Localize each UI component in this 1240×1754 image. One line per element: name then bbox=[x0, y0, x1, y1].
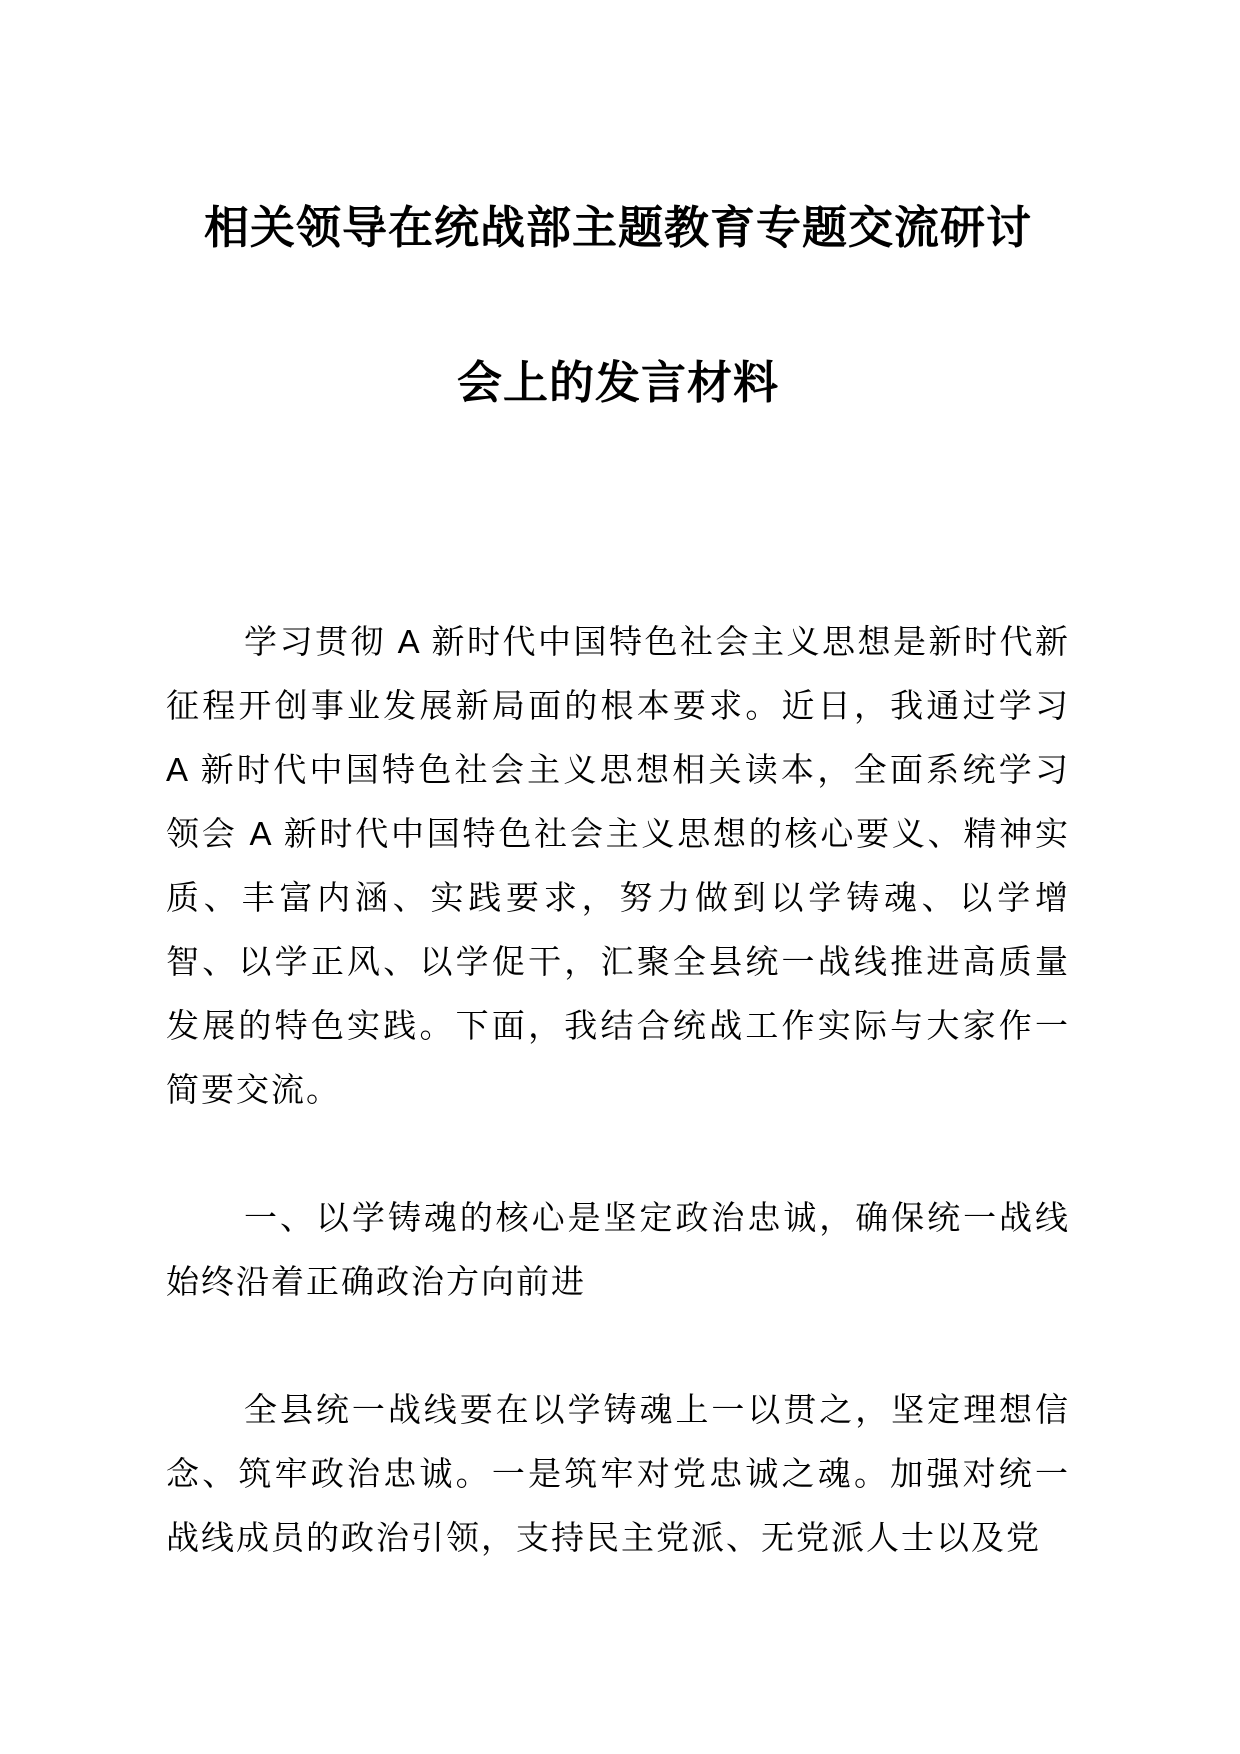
document-title-line-2: 会上的发言材料 bbox=[456, 357, 779, 408]
document-title bbox=[166, 150, 1070, 460]
section-heading-1: 一、以学铸魂的核心是坚定政治忠诚，确保统一战线始终沿着正确政治方向前进 bbox=[166, 1199, 1070, 1300]
document-title-line-1: 相关领导在统战部主题教育专题交流研讨 bbox=[203, 202, 1032, 253]
paragraph-section-1-body: 全县统一战线要在以学铸魂上一以贯之，坚定理想信念、筑牢政治忠诚。一是筑牢对党忠诚之魂。加强对统一战线成员的政治引领，支持民主党派、无党派人士以及党 bbox=[166, 1391, 1070, 1556]
paragraph-intro: 学习贯彻 A 新时代中国特色社会主义思想是新时代新征程开创事业发展新局面的根本要求。近日，我通过学习 A 新时代中国特色社会主义思想相关读本，全面系统学习领会 A 新时代中国特色社会主义思想的核心要义、精神实质、丰富内涵、实践要求，努力做到以学铸魂、以学增智、以学正风、以学促干，汇聚全县统一战线推进高质量发展的特色实践。下面，我结合统战工作实际与大家作一简要交流。 bbox=[166, 623, 1070, 1108]
